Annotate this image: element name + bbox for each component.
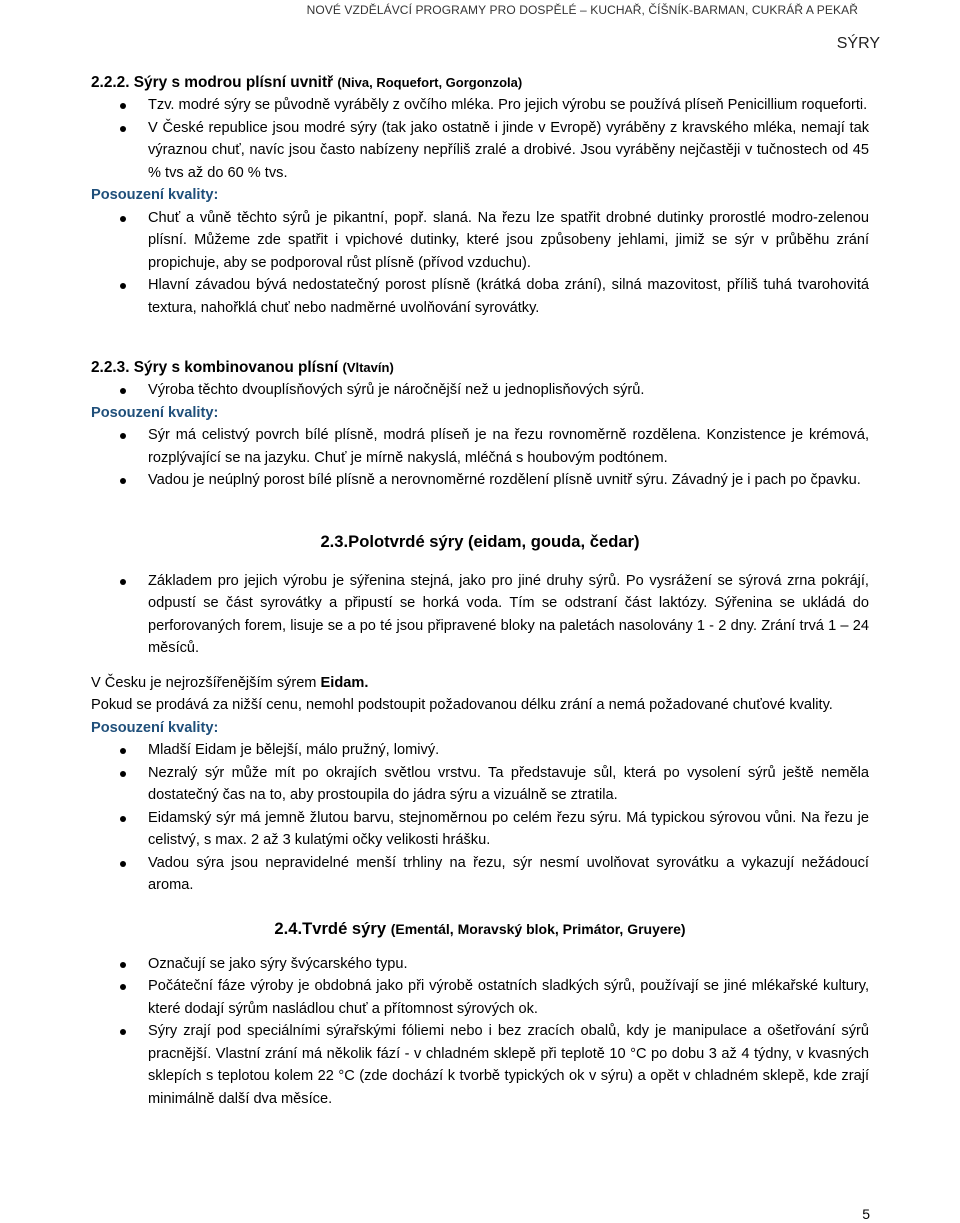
bullet-icon xyxy=(120,283,126,289)
bullet-icon xyxy=(120,962,126,968)
heading-number: 2.2.2. xyxy=(91,74,130,91)
heading-2-4 xyxy=(91,917,869,941)
bullet-icon xyxy=(120,816,126,822)
bullet-list xyxy=(91,739,869,897)
list-item-text: Tzv. modré sýry se původně vyráběly z ovčího mléka. Pro jejich výrobu se používá plíseň Penicillium roqueforti. xyxy=(148,97,868,113)
list-item xyxy=(91,424,869,469)
quality-label: Posouzení kvality: xyxy=(91,187,219,203)
bullet-list xyxy=(91,94,869,184)
page-content xyxy=(91,72,869,1110)
list-item xyxy=(91,807,869,852)
bullet-icon xyxy=(120,861,126,867)
heading-number: 2.2.3. xyxy=(91,359,130,376)
paragraph xyxy=(91,672,869,695)
page-number: 5 xyxy=(862,1206,870,1222)
heading-title: Sýry s modrou plísní uvnitř xyxy=(133,74,334,91)
list-item xyxy=(91,953,869,976)
quality-label: Posouzení kvality: xyxy=(91,719,219,736)
list-item-text: Chuť a vůně těchto sýrů je pikantní, popř. slaná. Na řezu lze spatřit drobné dutinky prorostlé modro-zelenou plísní. Můžeme zde spatřit i vpichové dutinky, které jsou způsobeny jehlami, jimiž se sýr v průběhu zrání propichuje, aby se podporoval růst plísně (přívod vzduchu). xyxy=(148,209,869,271)
bullet-icon xyxy=(120,103,126,109)
heading-2-2-2 xyxy=(91,72,869,94)
bullet-icon xyxy=(120,748,126,754)
bullet-icon xyxy=(120,1029,126,1035)
paragraph: Pokud se prodává za nižší cenu, nemohl podstoupit požadovanou délku zrání a nemá požadované chuťové kvality. xyxy=(91,697,833,713)
bullet-list xyxy=(91,953,869,1111)
list-item-text: Mladší Eidam je bělejší, málo pružný, lomivý. xyxy=(148,742,440,758)
heading-title: Tvrdé sýry xyxy=(302,918,387,938)
heading-examples: (Vltavín) xyxy=(342,360,394,375)
paragraph-emphasis: Eidam. xyxy=(320,674,369,691)
list-item-text: Počáteční fáze výroby je obdobná jako při výrobě ostatních sladkých sýrů, používají se jiné mlékařské kultury, které dodají sýrům nasládlou chuť a přítomnost sýrových ok. xyxy=(148,978,869,1017)
paragraph-text: V Česku je nejrozšířenějším sýrem xyxy=(91,674,321,691)
list-item xyxy=(91,274,869,319)
list-item-text: Hlavní závadou bývá nedostatečný porost plísně (krátká doba zrání), silná mazovitost, příliš tuhá tvarohovitá textura, nahořklá chuť nebo nadměrné uvolňování syrovátky. xyxy=(148,277,869,316)
list-item-text: Označují se jako sýry švýcarského typu. xyxy=(148,955,408,972)
list-item-text: Výroba těchto dvouplísňových sýrů je náročnější než u jednoplisňových sýrů. xyxy=(148,382,645,398)
bullet-list xyxy=(91,379,869,402)
list-item-text: Eidamský sýr má jemně žlutou barvu, stejnoměrnou po celém řezu sýru. Má typickou sýrovou vůni. Na řezu je celistvý, s max. 2 až 3 kulatými očky velikosti hrášku. xyxy=(148,809,869,848)
list-item xyxy=(91,852,869,897)
section-header: SÝRY xyxy=(836,35,880,52)
list-item xyxy=(91,1020,869,1110)
list-item xyxy=(91,94,869,117)
bullet-icon xyxy=(120,433,126,439)
list-item xyxy=(91,379,869,402)
bullet-list xyxy=(91,424,869,492)
list-item xyxy=(91,207,869,275)
bullet-icon xyxy=(120,126,126,132)
list-item-text: Sýr má celistvý povrch bílé plísně, modrá plíseň je na řezu rovnoměrně rozdělena. Konzistence je krémová, rozplývající se na jazyku. Chuť je mírně nakyslá, mléčná s houbovým podtónem. xyxy=(148,427,869,466)
running-header: NOVÉ VZDĚLÁVCÍ PROGRAMY PRO DOSPĚLÉ – KUCHAŘ, ČÍŠNÍK-BARMAN, CUKRÁŘ A PEKAŘ xyxy=(306,3,858,17)
bullet-list xyxy=(91,207,869,320)
bullet-icon xyxy=(120,579,126,585)
quality-label: Posouzení kvality: xyxy=(91,404,219,421)
heading-2-3 xyxy=(91,530,869,554)
list-item-text: Základem pro jejich výrobu je sýřenina stejná, jako pro jiné druhy sýrů. Po vysrážení se sýrová zrna pokrájí, odpustí se část syrovátky a připustí se horká voda. Tím se odstraní část laktózy. Sýřenina se ukládá do perforovaných forem, lisuje se a po té jsou připravené bloky na paletách nasolovány 1 - 2 dny. Zrání trvá 1 – 24 měsíců. xyxy=(148,572,869,656)
heading-examples: (Ementál, Moravský blok, Primátor, Gruyere) xyxy=(390,920,686,937)
bullet-icon xyxy=(120,388,126,394)
heading-title: Polotvrdé sýry (eidam, gouda, čedar) xyxy=(348,531,640,551)
heading-title: Sýry s kombinovanou plísní xyxy=(133,359,339,376)
list-item xyxy=(91,469,869,492)
heading-examples: (Niva, Roquefort, Gorgonzola) xyxy=(337,75,523,90)
heading-number: 2.4. xyxy=(274,918,303,938)
bullet-icon xyxy=(120,478,126,484)
bullet-icon xyxy=(120,984,126,990)
bullet-icon xyxy=(120,216,126,222)
list-item-text: Sýry zrají pod speciálními sýrařskými fóliemi nebo i bez zracích obalů, kdy je manipulace a ošetřování sýrů pracnější. Vlastní zrání má několik fází - v chladném sklepě při teplotě 10 °C po dobu 3 až 4 týdny, v kvasných sklepích s teplotou kolem 22 °C (zde dochází k tvorbě typických ok v sýru) a opět v chladném sklepě, kde zrají minimálně další dva měsíce. xyxy=(148,1023,869,1107)
list-item xyxy=(91,739,869,762)
list-item xyxy=(91,117,869,185)
list-item-text: Vadou sýra jsou nepravidelné menší trhliny na řezu, sýr nesmí uvolňovat syrovátku a vykazují nežádoucí aroma. xyxy=(148,854,869,893)
list-item-text: V České republice jsou modré sýry (tak jako ostatně i jinde v Evropě) vyráběny z kravského mléka, nemají tak výraznou chuť, navíc jsou často nabízeny nepříliš zralé a drobivé. Jsou vyráběny nejčastěji v tučnostech od 45 % tvs až do 60 % tvs. xyxy=(148,119,869,181)
list-item xyxy=(91,762,869,807)
bullet-icon xyxy=(120,771,126,777)
heading-2-2-3 xyxy=(91,357,869,379)
bullet-list xyxy=(91,570,869,660)
heading-number: 2.3. xyxy=(320,531,349,551)
list-item-text: Vadou je neúplný porost bílé plísně a nerovnoměrné rozdělení plísně uvnitř sýru. Závadný je i pach po čpavku. xyxy=(148,472,861,488)
list-item xyxy=(91,975,869,1020)
list-item-text: Nezralý sýr může mít po okrajích světlou vrstvu. Ta představuje sůl, která po vysolení sýrů ještě neměla dostatečný čas na to, aby prostoupila do jádra sýru a vizuálně se ztratila. xyxy=(148,764,869,803)
list-item xyxy=(91,570,869,660)
